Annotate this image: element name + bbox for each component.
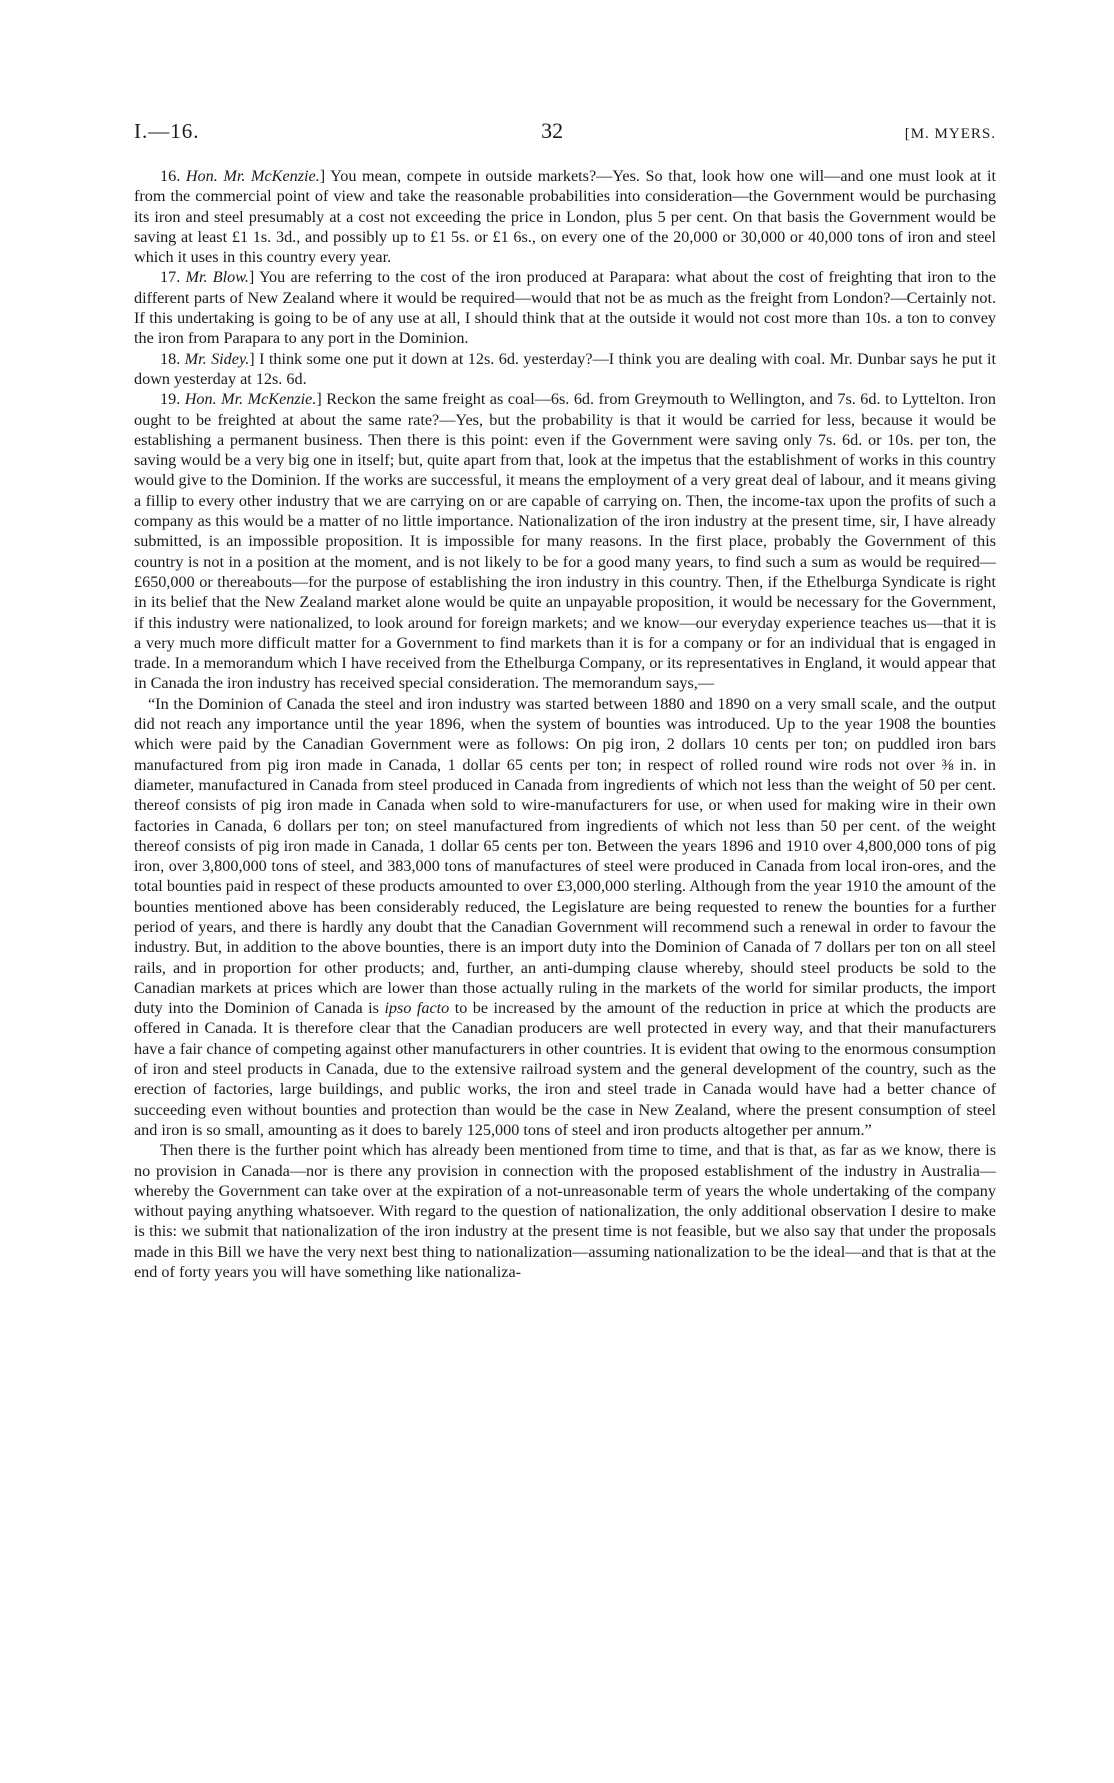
document-page — [134, 118, 996, 1282]
quote-text-part-1: “In the Dominion of Canada the steel and iron industry was started between 1880 and 1890 on a very small scale, and the output did not reach any importance until the year 1896, when the system of bounties was introduced. Up to the year 1908 the bounties which were paid by the Canadian Government were as follows: On pig iron, 2 dollars 10 cents per ton; on puddled iron bars manufactured from pig iron made in Canada, 1 dollar 65 cents per ton; in respect of rolled round wire rods not over ⅜ in. in diameter, manufactured in Canada from steel produced in Canada from ingredients of which not less than the weight of 50 per cent. thereof consists of pig iron made in Canada when sold to wire-manufacturers for use, or when used for making wire in their own factories in Canada, 6 dollars per ton; on steel manufactured from ingredients of which not less than 50 per cent. of the weight thereof consists of pig iron made in Canada, 1 dollar 65 cents per ton. Between the years 1896 and 1910 over 4,800,000 tons of pig iron, over 3,800,000 tons of steel, and 383,000 tons of manufactures of steel were produced in Canada from local iron-ores, and the total bounties paid in respect of these products amounted to over £3,000,000 sterling. Although from the year 1910 the amount of the bounties mentioned above has been considerably reduced, the Legislature are being requested to renew the bounties for a further period of years, and there is hardly any doubt that the Canadian Government will recommend such a renewal in order to favour the industry. But, in addition to the above bounties, there is an import duty into the Dominion of Canada of 7 dollars per ton on all steel rails, and in proportion for other products; and, further, an anti-dumping clause whereby, should steel products be sold to the Canadian markets at prices which are lower than those actually ruling in the markets of the world for similar products, the import duty into the Dominion of Canada is — [134, 694, 996, 1018]
speaker-name: Mr. Sidey. — [184, 349, 250, 368]
paragraph-text: ] You mean, compete in outside markets?—Yes. So that, look how one will—and one must look at it from the commercial point of view and take the reasonable probabilities into consideration—the Government would be purchasing its iron and steel presumably at a cost not exceeding the price in London, plus 5 per cent. On that basis the Government would be saving at least £1 1s. 3d., and possibly up to £1 5s. or £1 6s., on every one of the 20,000 or 30,000 or 40,000 tons of iron and steel which it uses in this country every year. — [134, 167, 997, 267]
memorandum-quote — [134, 694, 996, 1141]
body-text — [134, 166, 996, 1282]
paper-reference: I.—16. — [134, 119, 200, 143]
paragraph-18 — [134, 349, 996, 390]
quote-italic-phrase: ipso facto — [384, 999, 450, 1018]
speaker-name: Mr. Blow. — [185, 268, 249, 287]
page-header — [134, 118, 996, 144]
question-number: 17. — [160, 268, 181, 287]
paragraph-17 — [134, 267, 996, 348]
paragraph-19 — [134, 389, 996, 693]
question-number: 19. — [160, 390, 181, 409]
witness-name: [M. MYERS. — [904, 126, 996, 142]
page-number: 32 — [541, 118, 564, 143]
paragraph-16 — [134, 166, 996, 267]
question-number: 16. — [160, 167, 181, 185]
quote-text-part-2: to be increased by the amount of the reduction in price at which the products are offered in Canada. It is therefore clear that the Canadian producers are well protected in every way, and that their manufacturers have a fair chance of competing against other manufacturers in other countries. It is evident that owing to the enormous consumption of iron and steel products in Canada, due to the extensive railroad system and the general development of the country, such as the erection of factories, large buildings, and public works, the iron and steel trade in Canada would have had a better chance of succeeding even without bounties and protection than would be the case in New Zealand, where the present consumption of steel and iron is so small, amounting as it does to barely 125,000 tons of steel and iron products altogether per annum.” — [134, 999, 996, 1139]
paragraph-text: ] You are referring to the cost of the iron produced at Parapara: what about the cost of freighting that iron to the different parts of New Zealand where it would be required—would that not be as much as the freight from London?—Certainly not. If this undertaking is going to be of any use at all, I should think that at the outside it would not cost more than 10s. a ton to convey the iron from Parapara to any port in the Dominion. — [134, 268, 997, 348]
paragraph-text: ] I think some one put it down at 12s. 6d. yesterday?—I think you are dealing with coal. Mr. Dunbar says he put it down yesterday at 12s. 6d. — [134, 349, 997, 388]
paragraph-text: ] Reckon the same freight as coal—6s. 6d. from Greymouth to Wellington, and 7s. 6d. to Lyttelton. Iron ought to be freighted at about the same rate?—Yes, but the probability is that it would be carried for less, because it would be establishing a permanent business. Then there is this point: even if the Government were saving only 7s. 6d. or 10s. per ton, the saving would be a very big one in itself; but, quite apart from that, look at the impetus that the establishment of works in this country would give to the Dominion. If the works are successful, it means the employment of a very great deal of labour, and it means giving a fillip to every other industry that we are carrying on or are capable of carrying on. Then, the income-tax upon the profits of such a company as this would be a matter of no little importance. Nationalization of the iron industry at the present time, sir, I have already submitted, is an impossible proposition. It is impossible for many reasons. In the first place, probably the Government of this country is not in a position at the moment, and is not likely to be for a good many years, to find such a sum as would be required—£650,000 or thereabouts—for the purpose of establishing the iron industry in this country. Then, if the Ethelburga Syndicate is right in its belief that the New Zealand market alone would be quite an unpayable proposition, it would be necessary for the Government, if this industry were nationalized, to look around for foreign markets; and we know—our everyday experience teaches us—that it is a very much more difficult matter for a Government to find markets than it is for a company or for an individual that is engaged in trade. In a memorandum which I have received from the Ethelburga Company, or its representatives in England, it would appear that in Canada the iron industry has received special consideration. The memorandum says,— — [134, 390, 996, 693]
question-number: 18. — [160, 349, 181, 368]
closing-paragraph: Then there is the further point which has already been mentioned from time to time, and that is that, as far as we know, there is no provision in Canada—nor is there any provision in connection with the proposed establishment of the industry in Australia—whereby the Government can take over at the expiration of a not-unreasonable term of years the whole undertaking of the company without paying anything whatsoever. With regard to the question of nationalization, the only additional observation I desire to make is this: we submit that nationalization of the iron industry at the present time is not feasible, but we also say that under the proposals made in this Bill we have the very next best thing to nationalization—assuming nationalization to be the ideal—and that is that at the end of forty years you will have something like nationaliza- — [134, 1141, 996, 1282]
speaker-name: Hon. Mr. McKenzie. — [184, 390, 317, 409]
speaker-name: Hon. Mr. McKenzie. — [185, 167, 320, 185]
